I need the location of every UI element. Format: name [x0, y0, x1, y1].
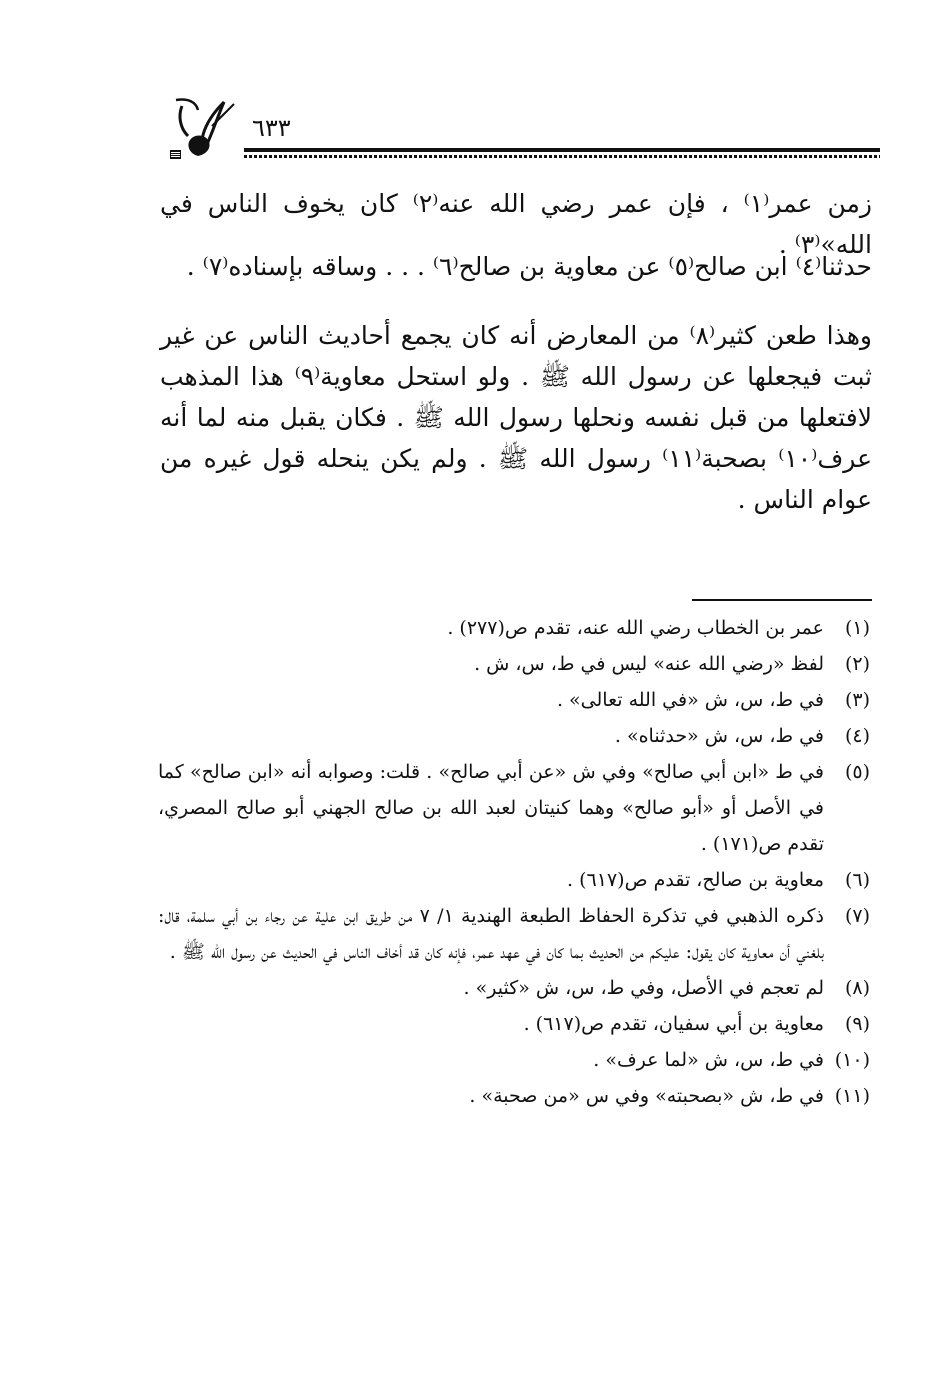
footnote-text: في ط، س، ش «في الله تعالى» .: [556, 689, 824, 711]
footnote-item: [158, 1078, 870, 1114]
body-paragraph-3: وهذا طعن كثير⁽٨⁾ من المعارض أنه كان يجمع أحاديث الناس عن غير ثبت فيجعلها عن رسول الله ﷺ . ولو استحل معاوية⁽٩⁾ هذا المذهب لافتعلها من قبل نفسه ونحلها رسول الله ﷺ . فكان يقبل منه لما أنه عرف⁽١٠⁾ بصحبة⁽١١⁾ رسول الله ﷺ . ولم يكن ينحله قول غيره من عوام الناس .: [160, 321, 873, 514]
footnote-text: في ط «ابن أبي صالح» وفي ش «عن أبي صالح» . قلت: وصوابه أنه «ابن صالح» كما في الأصل أو «أبو صالح» وهما كنيتان لعبد الله بن صالح الجهني أبو صالح المصري، تقدم ص(١٧١) .: [158, 761, 824, 855]
footnote-separator: [692, 599, 872, 601]
footnote-item: [158, 718, 870, 754]
footnotes: [158, 610, 870, 1114]
footnote-number: (٣): [844, 689, 870, 711]
footnote-item: [158, 898, 870, 970]
footnote-number: (١٠): [834, 1049, 870, 1071]
body-paragraph-2: حدثنا⁽٤⁾ ابن صالح⁽٥⁾ عن معاوية بن صالح⁽٦⁾ . . . وساقه بإسناده⁽٧⁾ .: [186, 252, 872, 281]
footnote-number: (٥): [844, 761, 870, 783]
footnote-number: (٨): [844, 977, 870, 999]
footnote-item: [158, 1006, 870, 1042]
footnote-number: (٩): [844, 1013, 870, 1035]
footnote-number: (٦): [844, 869, 870, 891]
footnote-item: [158, 970, 870, 1006]
footnote-text: ذكره الذهبي في تذكرة الحفاظ الطبعة الهندية ١/ ٧ من طريق ابن علية عن رجاء بن أبي سلمة، قال: بلغني أن معاوية كان يقول: عليكم من الحديث بما كان في عهد عمر، فإنه كان قد أخاف الناس في الحديث عن رسول الله ﷺ .: [158, 905, 824, 963]
footnote-item: [158, 1042, 870, 1078]
footnote-text: لفظ «رضي الله عنه» ليس في ط، س، ش .: [474, 653, 824, 675]
footnote-item: [158, 862, 870, 898]
footnote-number: (١): [844, 617, 870, 639]
page-number: ٦٣٣: [252, 114, 291, 142]
ornament-square: [170, 150, 181, 159]
header-rule: [244, 148, 880, 152]
footnote-number: (٧): [844, 905, 870, 927]
footnote-number: (١١): [834, 1085, 870, 1107]
footnote-text: لم تعجم في الأصل، وفي ط، س، ش «كثير» .: [463, 977, 824, 999]
body-paragraph-1: زمن عمر⁽١⁾ ، فإن عمر رضي الله عنه⁽٢⁾ كان يخوف الناس في الله»⁽٣⁾ .: [160, 189, 873, 259]
header-rule-dashed: [244, 155, 880, 158]
footnote-text: في ط، س، ش «لما عرف» .: [593, 1049, 824, 1071]
page-header: [160, 96, 882, 166]
footnote-text: في ط، ش «بصحبته» وفي س «من صحبة» .: [469, 1085, 824, 1107]
footnote-number: (٤): [844, 725, 870, 747]
footnote-text: معاوية بن صالح، تقدم ص(٦١٧) .: [567, 869, 824, 891]
footnote-text: عمر بن الخطاب رضي الله عنه، تقدم ص(٢٧٧) .: [447, 617, 824, 639]
footnote-item: [158, 682, 870, 718]
footnote-text: في ط، س، ش «حدثناه» .: [614, 725, 824, 747]
footnote-number: (٢): [844, 653, 870, 675]
footnote-item: [158, 610, 870, 646]
footnote-item: [158, 646, 870, 682]
footnote-text: معاوية بن أبي سفيان، تقدم ص(٦١٧) .: [523, 1013, 824, 1035]
footnote-item: [158, 754, 870, 862]
